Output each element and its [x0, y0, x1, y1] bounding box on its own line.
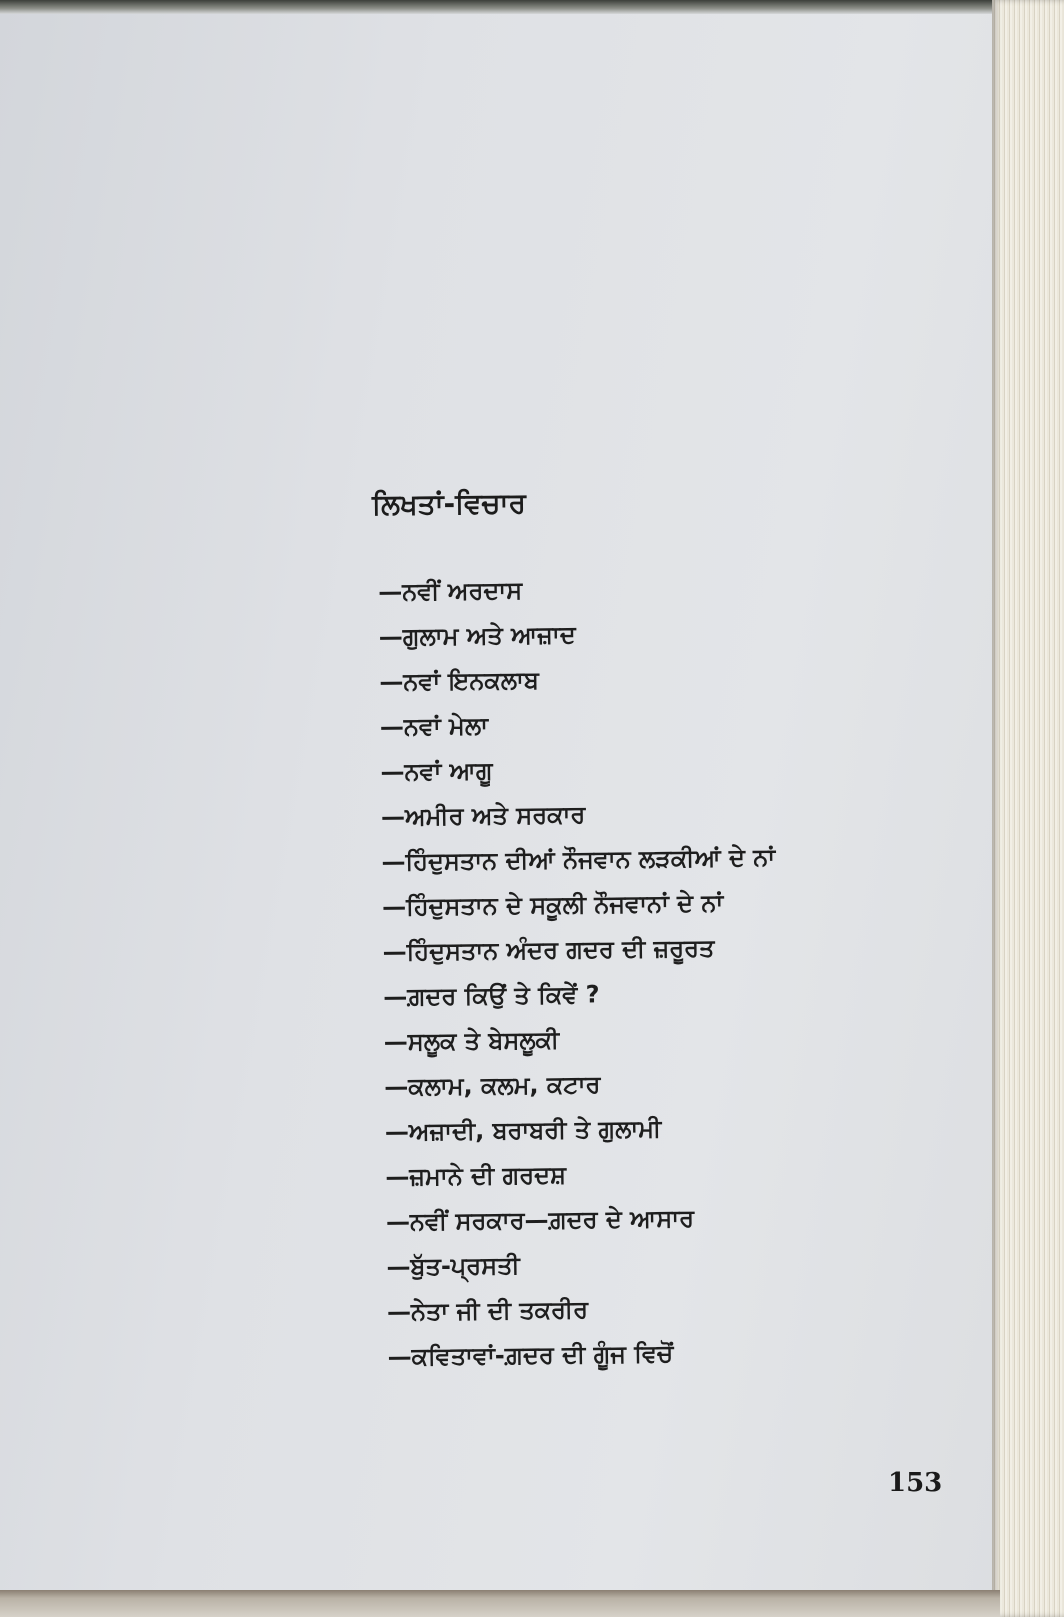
page-stack-edge [992, 0, 1064, 1617]
contents-item: —ਹਿੰਦੁਸਤਾਨ ਦੇ ਸਕੂਲੀ ਨੌਜਵਾਨਾਂ ਦੇ ਨਾਂ [381, 888, 724, 921]
top-shadow-strip [0, 0, 1000, 14]
contents-item: —ਬੁੱਤ-ਪ੍ਰਸਤੀ [386, 1251, 520, 1281]
contents-item: —ਨਵਾਂ ਆਗੂ [380, 756, 493, 786]
book-page [0, 8, 1000, 1598]
contents-item: —ਨੇਤਾ ਜੀ ਦੀ ਤਕਰੀਰ [386, 1295, 589, 1326]
contents-item: —ਨਵਾਂ ਮੇਲਾ [379, 711, 489, 741]
contents-list [378, 565, 781, 1380]
contents-item: —ਕਲਾਮ, ਕਲਮ, ਕਟਾਰ [384, 1070, 601, 1101]
contents-item: —ਗੁਲਾਮ ਅਤੇ ਆਜ਼ਾਦ [378, 620, 576, 651]
contents-item: —ਅਮੀਰ ਅਤੇ ਸਰਕਾਰ [380, 800, 586, 831]
contents-item: —ਸਲੂਕ ਤੇ ਬੇਸਲੂਕੀ [383, 1025, 560, 1056]
contents-item: —ਨਵਾਂ ਇਨਕਲਾਬ [379, 666, 539, 696]
contents-item: —ਅਜ਼ਾਦੀ, ਬਰਾਬਰੀ ਤੇ ਗੁਲਾਮੀ [384, 1114, 662, 1146]
contents-item: —ਹਿੰਦੁਸਤਾਨ ਅੰਦਰ ਗਦਰ ਦੀ ਜ਼ਰੂਰਤ [382, 933, 715, 966]
contents-item: —ਨਵੀਂ ਅਰਦਾਸ [378, 576, 523, 606]
contents-item: —ਹਿੰਦੁਸਤਾਨ ਦੀਆਂ ਨੌਜਵਾਨ ਲੜਕੀਆਂ ਦੇ ਨਾਂ [381, 843, 776, 876]
page-bottom-edge [0, 1590, 1000, 1617]
contents-item: —ਗ਼ਦਰ ਕਿਉਂ ਤੇ ਕਿਵੇਂ ? [383, 980, 600, 1011]
contents-item: —ਨਵੀਂ ਸਰਕਾਰ—ਗ਼ਦਰ ਦੇ ਆਸਾਰ [385, 1204, 695, 1236]
contents-item: —ਜ਼ਮਾਨੇ ਦੀ ਗਰਦਸ਼ [385, 1160, 567, 1191]
page-number: 153 [888, 1468, 943, 1498]
contents-item: —ਕਵਿਤਾਵਾਂ-ਗ਼ਦਰ ਦੀ ਗੂੰਜ ਵਿਚੋਂ [387, 1339, 674, 1371]
section-heading: ਲਿਖਤਾਂ-ਵਿਚਾਰ [371, 486, 527, 521]
